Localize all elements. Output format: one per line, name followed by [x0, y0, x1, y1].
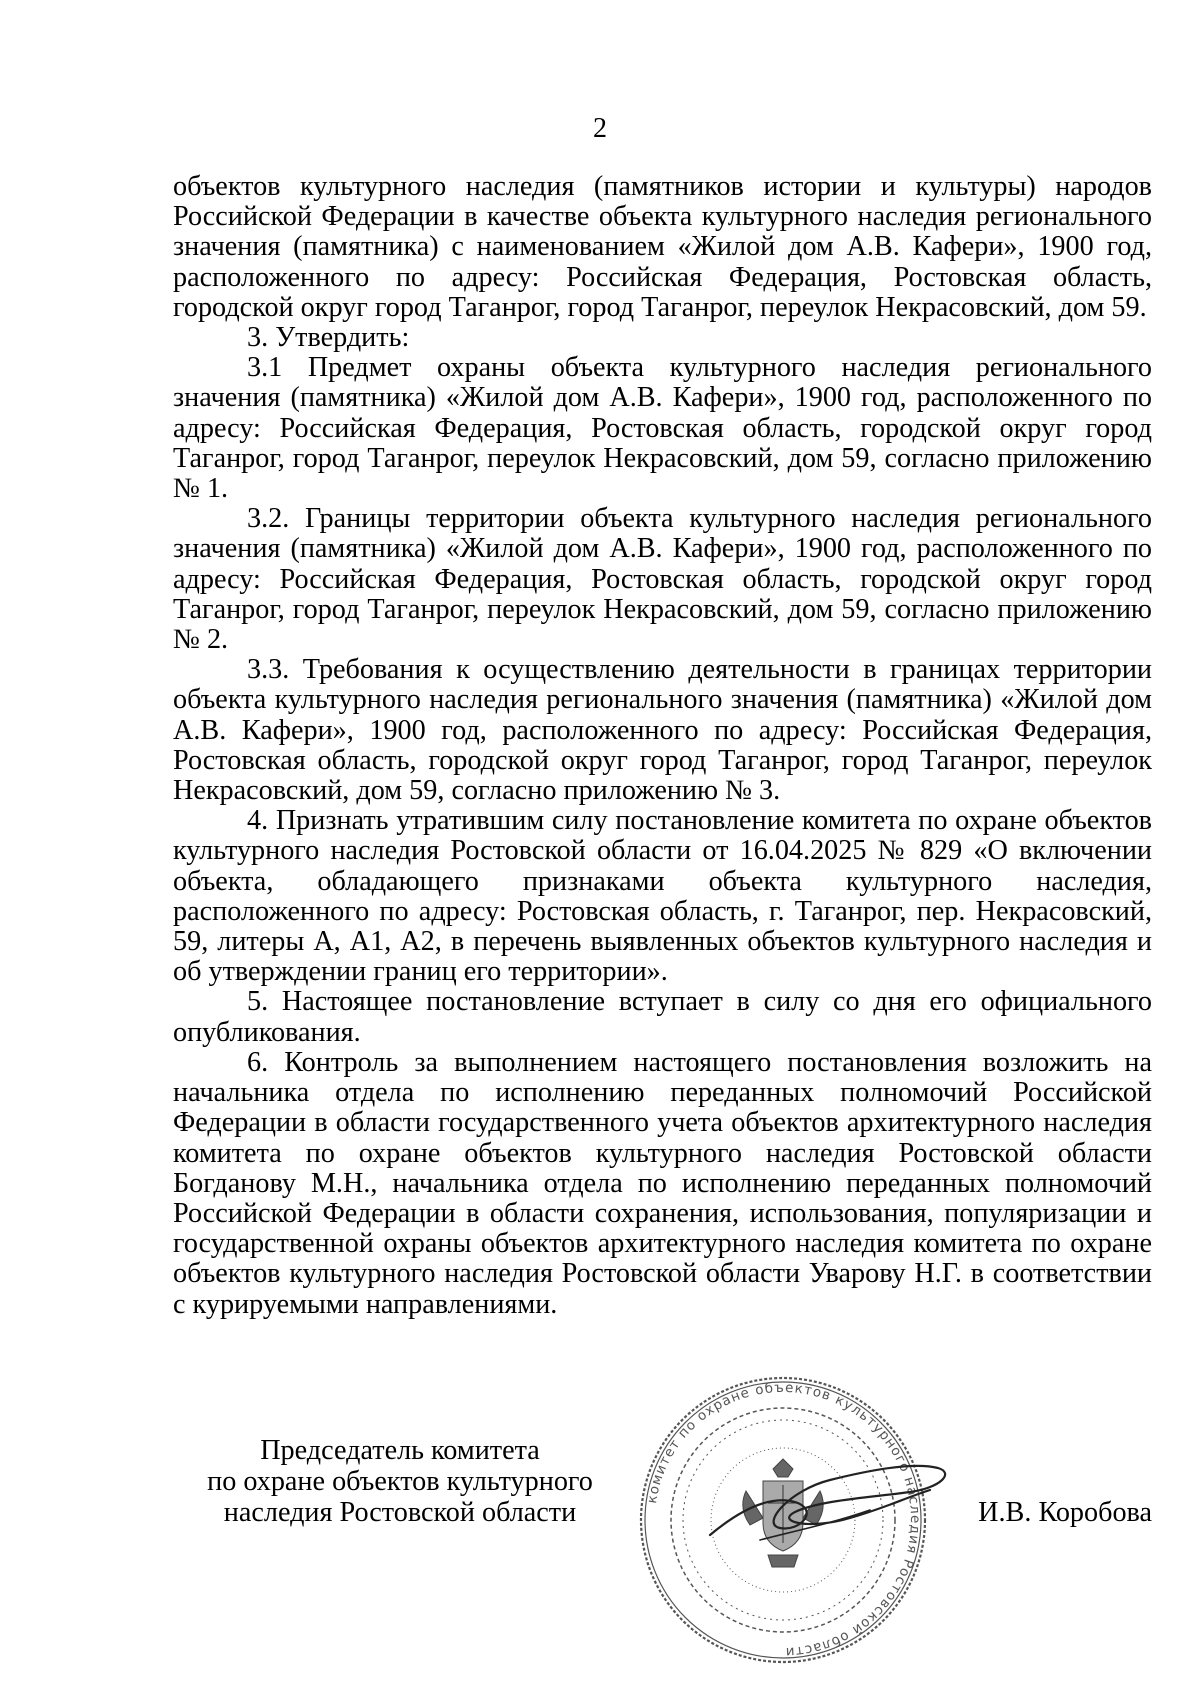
signatory-title	[190, 1435, 610, 1528]
paragraph-item-3-3: 3.3. Требования к осуществлению деятельности в границах территории объекта культурного наследия регионального значения (памятника) «Жилой дом А.В. Кафери», 1900 год, расположенного по адресу: Российская Федерация, Ростовская область, городской округ город Таганрог, город Таганрог, переулок Некрасовский, дом 59, согласно приложению № 3.	[173, 654, 1152, 807]
signatory-title-line: наследия Ростовской области	[223, 1497, 577, 1528]
signature	[700, 1440, 960, 1560]
paragraph-item-5: 5. Настоящее постановление вступает в силу со дня его официального опубликования.	[173, 986, 1152, 1048]
signatory-title-line: по охране объектов культурного	[207, 1466, 593, 1497]
paragraph-continuation: объектов культурного наследия (памятников истории и культуры) народов Российской Федерации в качестве объекта культурного наследия регионального значения (памятника) с наименованием «Жилой дом А.В. Кафери», 1900 год, расположенного по адресу: Российская Федерация, Ростовская область, городской округ город Таганрог, город Таганрог, переулок Некрасовский, дом 59.	[173, 171, 1152, 323]
paragraph-item-3-2: 3.2. Границы территории объекта культурного наследия регионального значения (памятника) «Жилой дом А.В. Кафери», 1900 год, расположенного по адресу: Российская Федерация, Ростовская область, городской округ город Таганрог, город Таганрог, переулок Некрасовский, дом 59, согласно приложению № 2.	[173, 503, 1152, 656]
paragraph-item-4: 4. Признать утратившим силу постановление комитета по охране объектов культурного наследия Ростовской области от 16.04.2025 № 829 «О включении объекта, обладающего признаками объекта культурного наследия, расположенного по адресу: Ростовская область, г. Таганрог, пер. Некрасовский, 59, литеры А, А1, А2, в перечень выявленных объектов культурного наследия и об утверждении границ его территории».	[173, 805, 1152, 988]
signatory-title-line: Председатель комитета	[260, 1435, 540, 1466]
paragraph-item-3-1: 3.1 Предмет охраны объекта культурного наследия регионального значения (памятника) «Жилой дом А.В. Кафери», 1900 год, расположенного по адресу: Российская Федерация, Ростовская область, городской округ город Таганрог, город Таганрог, переулок Некрасовский, дом 59, согласно приложению № 1.	[173, 352, 1152, 505]
seal-text: комитет по охране объектов культурного наследия Ростовской области	[644, 1379, 924, 1661]
signatory-name: И.В. Коробова	[978, 1497, 1152, 1528]
document-body	[173, 172, 1152, 1320]
page-number: 2	[593, 113, 607, 144]
paragraph-item-3: 3. Утвердить:	[247, 322, 410, 354]
paragraph-item-6: 6. Контроль за выполнением настоящего постановления возложить на начальника отдела по исполнению переданных полномочий Российской Федерации в области государственного учета объектов архитектурного наследия комитета по охране объектов культурного наследия Ростовской области Богданову М.Н., начальника отдела по исполнению переданных полномочий Российской Федерации в области сохранения, использования, популяризации и государственной охраны объектов архитектурного наследия комитета по охране объектов культурного наследия Ростовской области Уварову Н.Г. в соответствии с курируемыми направлениями.	[173, 1046, 1152, 1320]
